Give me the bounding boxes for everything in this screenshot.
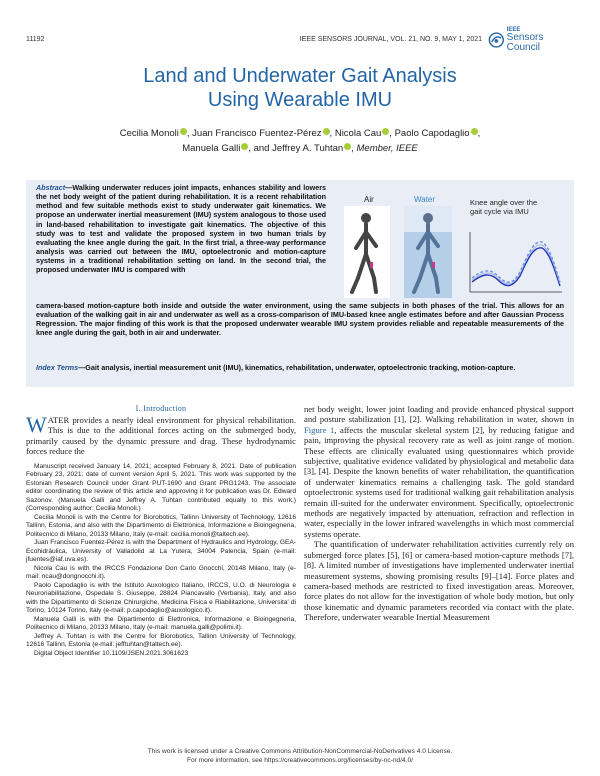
orcid-icon[interactable] — [180, 128, 187, 135]
knee-angle-plot — [470, 232, 562, 292]
title-line1: Land and Underwater Gait Analysis — [143, 65, 457, 87]
imu-sensor-icon — [432, 262, 435, 268]
author-list — [40, 126, 560, 156]
paper-title — [40, 64, 560, 112]
author-name: Nicola Cau — [334, 128, 382, 139]
label-water: Water — [414, 195, 436, 204]
body-paragraph: The quantification of underwater rehabilitation activities currently rely on submerged force plates [5], [6] or camera-based motion-capture methods [7], [8]. A limited number of investigations have implemented underwater inertial measurement systems, showing promising results [9]–[14]. Force plates and camera-based methods are restricted to fixed investigation areas. Moreover, force plates do not allow for the investigation of whole body motion, but only those kinematic and dynamic parameters recorded via contact with the plate. Therefore, underwater wearable Inertial Measurement — [304, 539, 574, 623]
author-name: Paolo Capodaglio — [394, 128, 470, 139]
ieee-sensors-council-logo — [488, 27, 574, 53]
figure-reference-link[interactable]: Figure 1 — [304, 424, 335, 435]
license-url-line: For more information, see https://creativecommons.org/licenses/by-nc-nd/4.0/ — [186, 757, 414, 764]
journal-info: IEEE SENSORS JOURNAL, VOL. 21, NO. 9, MAY 1, 2021 — [299, 36, 482, 43]
label-air: Air — [364, 195, 374, 204]
logo-line2: Sensors Council — [506, 32, 544, 53]
graphical-abstract-figure — [344, 192, 566, 300]
logo-line1: IEEE — [506, 27, 521, 33]
section-heading-introduction: I. Introduction — [135, 404, 187, 413]
abstract-text: Abstract—Walking underwater reduces joint impacts, enhances stability and lowers the net body weight of the patient during rehabilitation. It is a recent rehabilitation method and few suitable methods exist to study underwater gait kinematics. We propose an underwater inertial measurement (IMU) system analogous to those used in land-based rehabilitation to investigate gait kinematics. The objective of this study was to test and validate the proposed system in two human trials by evaluating the knee angle during the gait. In the first trial, a three-way performance analysis was carried out between the IMU, optoelectronic and motion-capture systems in a traditional rehabilitation setting on land. In the second trial, the proposed underwater IMU is compared with — [36, 183, 326, 275]
index-terms-label: Index Terms — [36, 363, 79, 372]
page-number: 11192 — [26, 36, 45, 43]
left-column — [26, 404, 296, 658]
orcid-icon[interactable] — [323, 128, 330, 135]
intro-paragraph: WATER provides a nearly ideal environment for physical rehabilitation. This is due to the additional forces acting on the submerged body, primarily caused by the dynamic pressure and drag. These hydrodynamic forces reduce the — [26, 412, 296, 457]
author-name: , and Jeffrey A. Tuhtan — [248, 143, 344, 154]
footnote-affiliation: Paolo Capodaglio is with the Istituto Auxologico Italiano, IRCCS, U.O. di Neurologia e Neuroriabilitazione, Ospedale S. Giuseppe, 28824 Piancavallo (Verbania), Italy, and also with the Dipartimento di Scienze Chirurgiche, Medicina Fisica e Riabilitazione, Universita' di Torino, 10124 Torino, Italy (e-mail: p.capodaglio@auxologico.it). — [26, 581, 296, 615]
footnote-affiliation: Jeffrey A. Tuhtan is with the Centre for Biorobotics, Tallinn University of Technology, 12616 Tallinn, Estonia (e-mail: jefftuhtan@taltech.ee). — [26, 632, 296, 649]
license-line: This work is licensed under a Creative Commons Attribution-NonCommercial-NoDerivatives 4.0 License. — [147, 748, 453, 755]
dropcap-letter: W — [26, 412, 47, 437]
caption-line1: Knee angle over the — [470, 198, 538, 207]
license-footer — [26, 747, 574, 765]
footnote-affiliation: Nicola Cau is with the IRCCS Fondazione Don Carlo Gnocchi, 20148 Milano, Italy (e-mail: ncau@dongnocchi.it). — [26, 564, 296, 581]
author-name: Cecilia Monoli — [119, 128, 179, 139]
orcid-icon[interactable] — [471, 128, 478, 135]
body-paragraph: net body weight, lower joint loading and provide enhanced physical support and posture stabilization [1], [2]. Walking rehabilitation in water, shown in Figure 1, affects the muscular skeletal system [2], by reducing fatigue and pain, improving the physical recovery rate as well as joint range of motion. These effects are clinically evaluated using questionnaires which provide subjective, qualitative evidence validated by physiological and metabolic data [3], [4]. Despite the known benefits of water rehabilitation, the quantification of underwater kinematics remains a challenging task. The gold standard optoelectronic systems used for traditional walking gait rehabilitation analysis remain ill-suited for the underwater environment. Specifically, optoelectronic methods are negatively impacted by attenuation, refraction and reflection in water, especially in the lower infrared wavelengths in which most commercial systems operate. — [304, 404, 574, 539]
caption-line2: gait cycle via IMU — [470, 207, 529, 216]
abstract-label: Abstract — [36, 183, 66, 192]
right-column — [304, 404, 574, 623]
footnote-affiliation: Juan Francisco Fuentez-Pérez is with the Department of Hydraulics and Hydrology, GEA-Ecohidráulica, University of Valladolid at La Yutera, 34004 Palencia, Spain (e-mail: jfuentes@iaf.uva.es). — [26, 539, 296, 564]
sensors-council-icon — [488, 31, 505, 49]
doi-line: Digital Object Identifier 10.1109/JSEN.2021.3061623 — [34, 649, 189, 657]
footnote-manuscript: Manuscript received January 14, 2021; accepted February 8, 2021. Date of publication February 23, 2021; date of current version April 5, 2021. This work was supported by the Estonian Research Council under Grant PUT-1690 and Grant PRG1243. The associate editor coordinating the review of this article and approving it for publication was Dr. Edward Sazonov. (Manuela Galli and Jeffrey A. Tuhtan contributed equally to this work.) (Corresponding author: Cecilia Monoli.) — [26, 462, 296, 513]
index-terms: Index Terms—Gait analysis, inertial measurement unit (IMU), kinematics, rehabilitation, underwater, optoelectronic tracking, motion-capture. — [36, 363, 516, 372]
gait-figure-svg — [344, 192, 566, 300]
abstract-continued: camera-based motion-capture both inside and outside the water environment, using the same subjects in both phases of the trial. This allows for an evaluation of the walking gait in air and underwater as well as a cross-comparison of IMU-based knee angle estimates before and after Gaussian Process Regression. The major finding of this work is that the proposed underwater wearable IMU system provides reliable and repeatable measurements of the knee angle during the gait, both in air and underwater. — [36, 301, 564, 338]
title-line2: Using Wearable IMU — [207, 89, 393, 111]
author-name: Manuela Galli — [182, 143, 241, 154]
author-name: Juan Francisco Fuentez-Pérez — [192, 128, 322, 139]
member-grade: Member, IEEE — [356, 143, 418, 154]
author-line2: Manuela Galli , and Jeffrey A. Tuhtan , Member, IEEE — [182, 143, 418, 154]
abstract-panel — [26, 180, 574, 387]
footnote-affiliation: Cecilia Monoli is with the Centre for Biorobotics, Tallinn University of Technology, 12616 Tallinn, Estonia, and also with the Dipartimento di Elettronica, Informazione e Bioingegneria, Politecnico di Milano, 20133 Milano, Italy (e-mail: cecilia.monoli@taltech.ee). — [26, 513, 296, 538]
author-line1: Cecilia Monoli , Juan Francisco Fuentez-Pérez , Nicola Cau , Paolo Capodaglio , — [119, 128, 481, 139]
imu-sensor-icon — [370, 262, 373, 268]
footnotes — [26, 463, 296, 659]
footnote-affiliation: Manuela Galli is with the Dipartimento di Elettronica, Informazione e Bioingegneria, Politecnico di Milano, 20133 Milano, Italy (e-mail: manuela.galli@polimi.it). — [26, 615, 296, 632]
